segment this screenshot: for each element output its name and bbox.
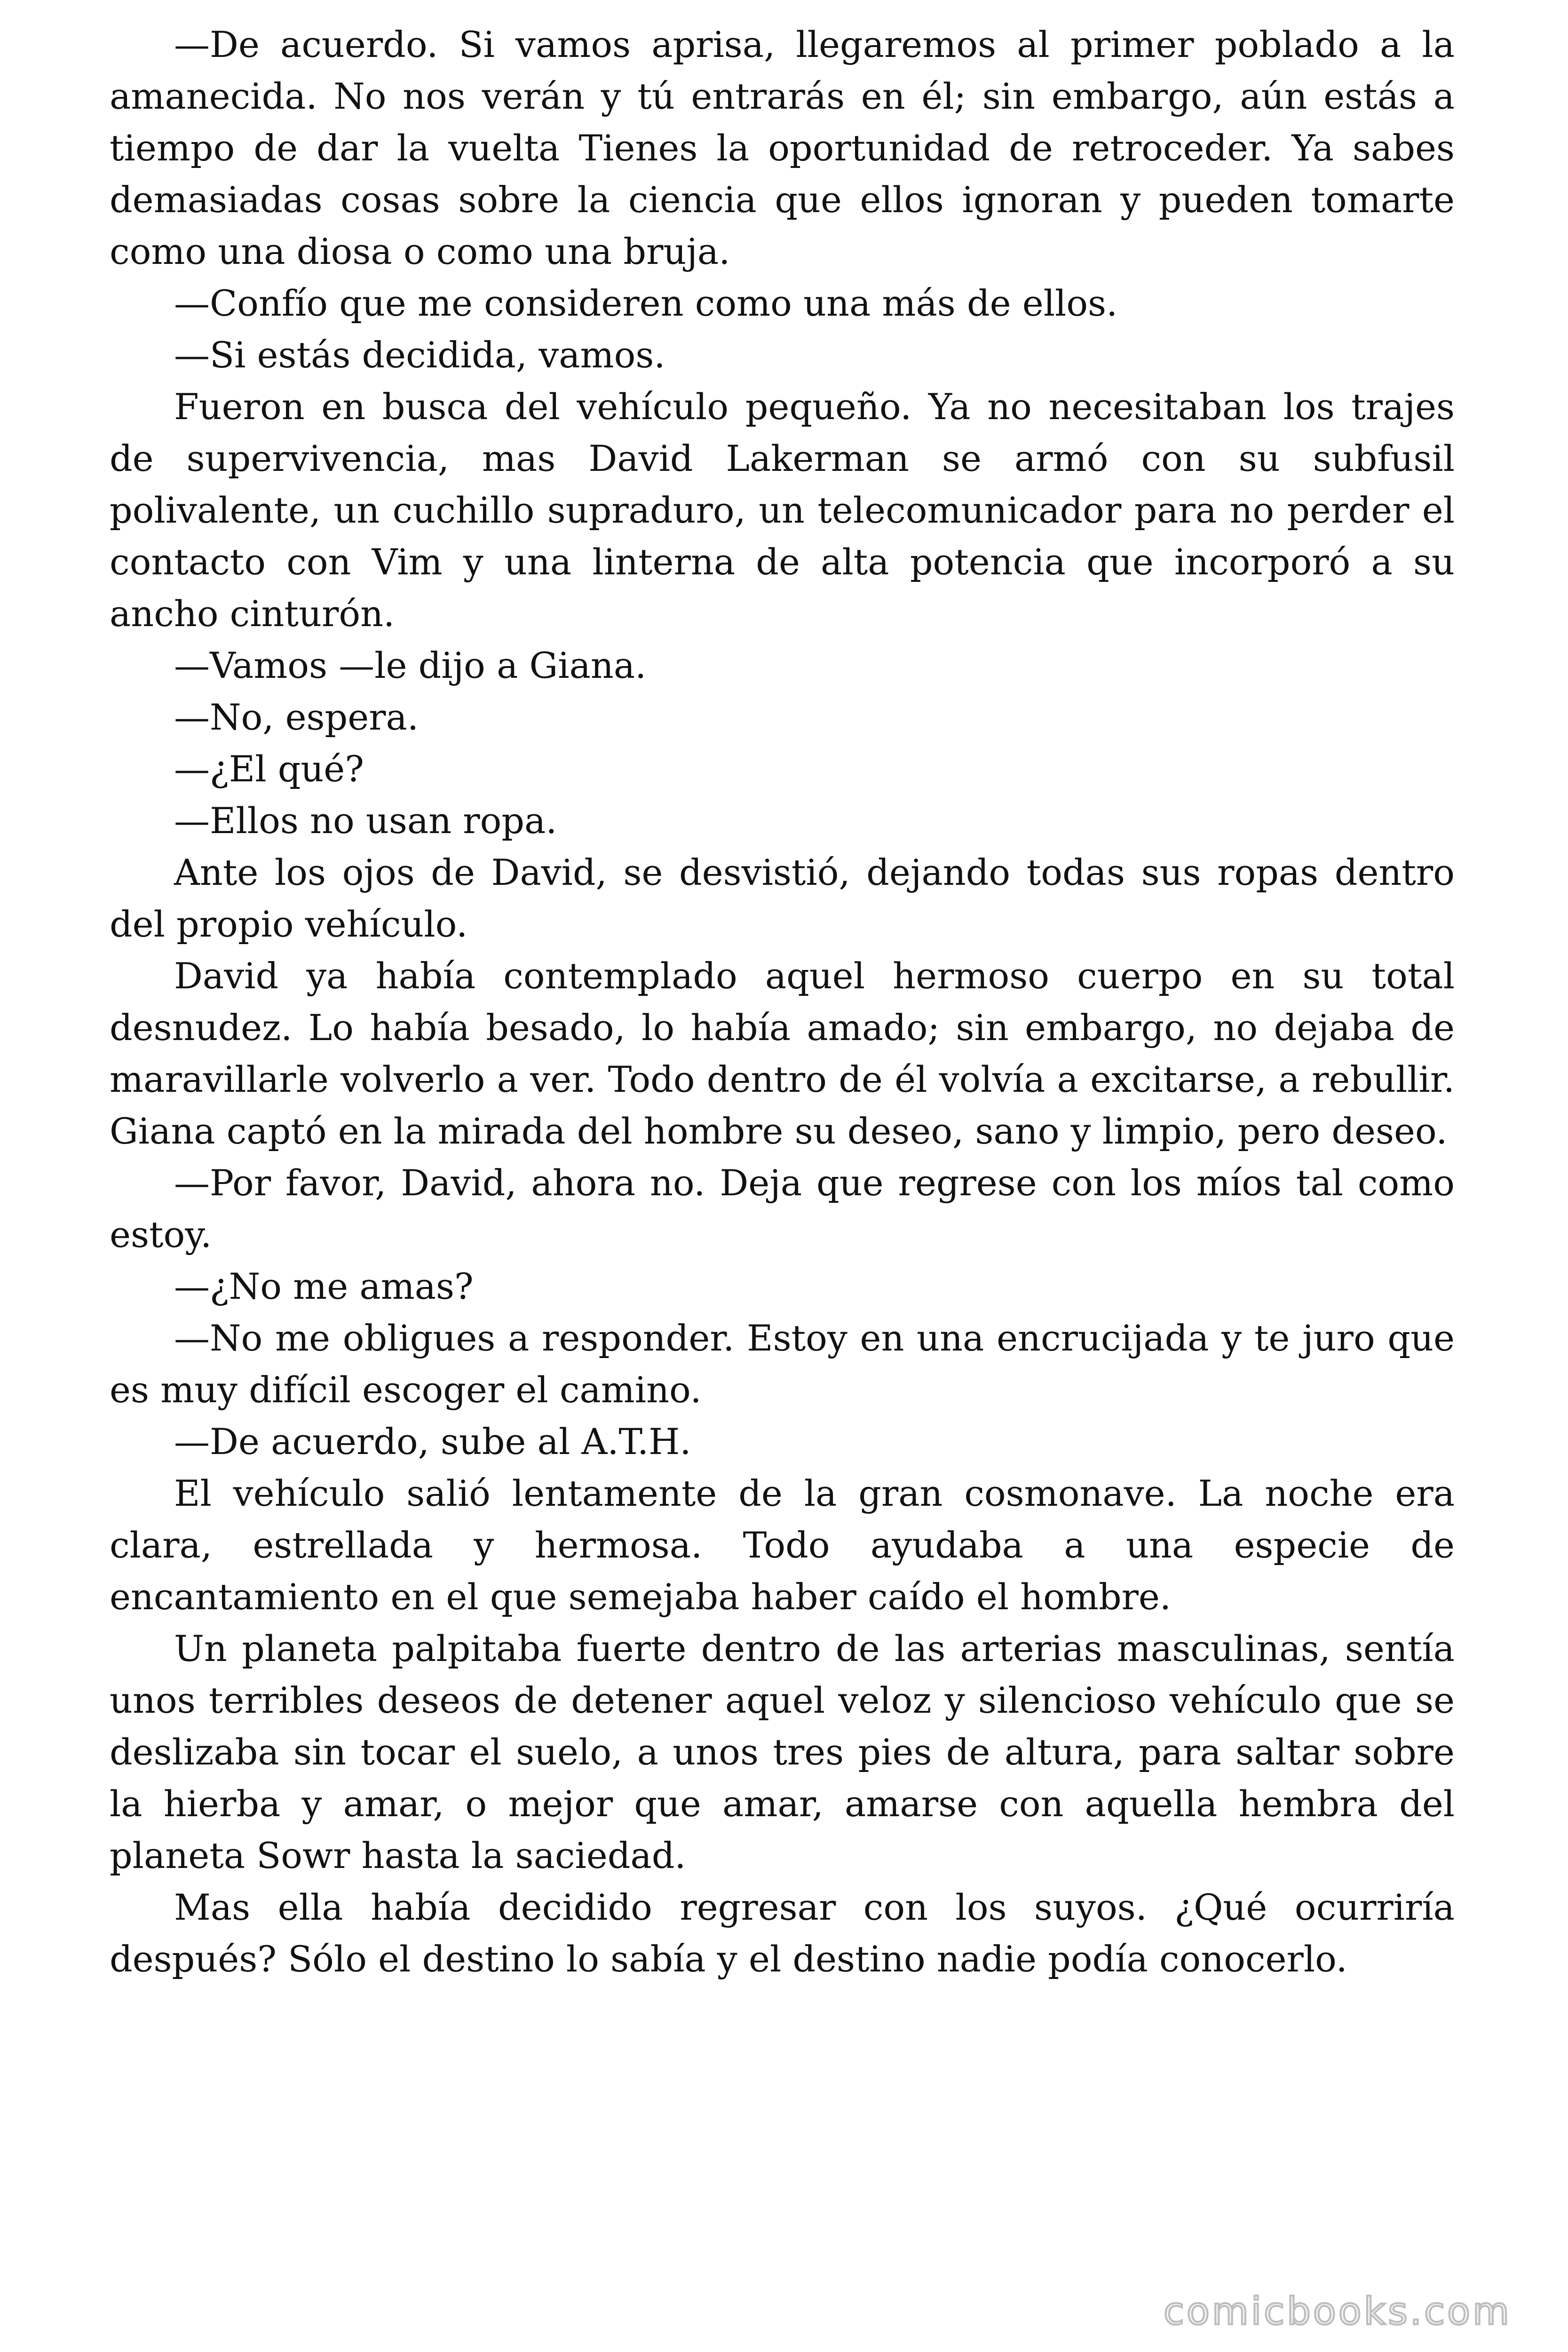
paragraph: —De acuerdo. Si vamos aprisa, llegaremos al primer poblado a la amanecida. No nos verán y tú entrarás en él; sin embargo, aún estás a tiempo de dar la vuelta Tienes la oportunidad de retroceder. Ya sabes demasiadas cosas sobre la ciencia que ellos ignoran y pueden tomarte como una diosa o como una bruja. xyxy=(110,24,1455,272)
paragraph: Mas ella había decidido regresar con los suyos. ¿Qué ocurriría después? Sólo el destino lo sabía y el destino nadie podía conocerlo. xyxy=(110,1886,1455,1980)
paragraph: —No me obligues a responder. Estoy en una encrucijada y te juro que es muy difícil escoger el camino. xyxy=(110,1317,1455,1411)
paragraph: Fueron en busca del vehículo pequeño. Ya no necesitaban los trajes de supervivencia, mas David Lakerman se armó con su subfusil polivalente, un cuchillo supraduro, un telecomunicador para no perder el contacto con Vim y una linterna de alta potencia que incorporó a su ancho cinturón. xyxy=(110,386,1455,635)
paragraph: —No, espera. xyxy=(174,696,419,738)
paragraph: —Confío que me consideren como una más de ellos. xyxy=(174,282,1118,324)
paragraph: Un planeta palpitaba fuerte dentro de las arterias masculinas, sentía unos terribles deseos de detener aquel veloz y silencioso vehículo que se deslizaba sin tocar el suelo, a unos tres pies de altura, para saltar sobre la hierba y amar, o mejor que amar, amarse con aquella hembra del planeta Sowr hasta la saciedad. xyxy=(110,1628,1455,1876)
paragraph: David ya había contemplado aquel hermoso cuerpo en su total desnudez. Lo había besado, lo había amado; sin embargo, no dejaba de maravillarle volverlo a ver. Todo dentro de él volvía a excitarse, a rebullir. Giana captó en la mirada del hombre su deseo, sano y limpio, pero deseo. xyxy=(110,955,1455,1152)
paragraph: —¿El qué? xyxy=(174,748,364,790)
watermark: comicbooks.com xyxy=(1164,2289,1512,2333)
paragraph: —¿No me amas? xyxy=(174,1265,474,1307)
paragraph: —Si estás decidida, vamos. xyxy=(174,334,665,376)
paragraph: —De acuerdo, sube al A.T.H. xyxy=(174,1421,691,1462)
paragraph: —Por favor, David, ahora no. Deja que regrese con los míos tal como estoy. xyxy=(110,1162,1455,1255)
paragraph: El vehículo salió lentamente de la gran cosmonave. La noche era clara, estrellada y hermosa. Todo ayudaba a una especie de encantamiento en el que semejaba haber caído el hombre. xyxy=(110,1472,1455,1618)
page-text xyxy=(110,19,1455,1985)
paragraph: —Ellos no usan ropa. xyxy=(174,800,557,842)
paragraph: Ante los ojos de David, se desvistió, dejando todas sus ropas dentro del propio vehículo. xyxy=(110,851,1455,945)
paragraph: —Vamos —le dijo a Giana. xyxy=(174,644,647,686)
